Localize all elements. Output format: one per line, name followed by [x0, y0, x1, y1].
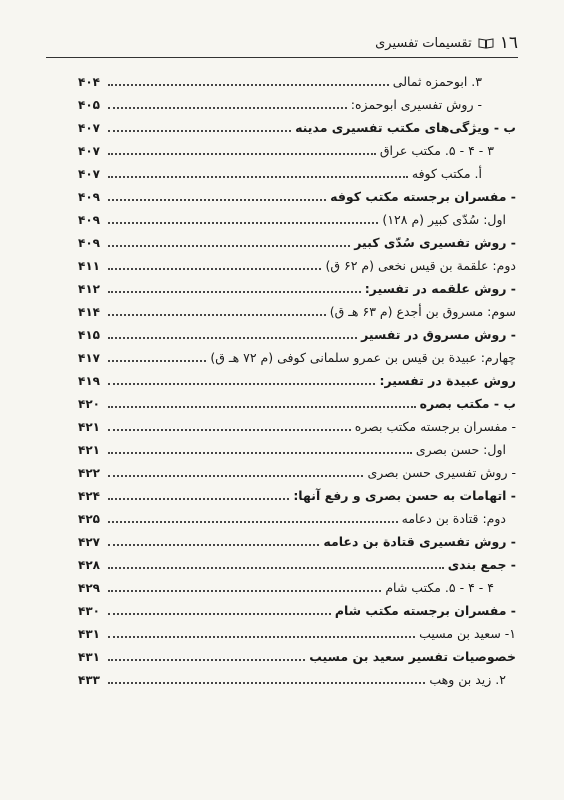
toc-entry: [78, 136, 516, 159]
toc-entry: [78, 619, 516, 642]
toc-entry: [78, 458, 516, 481]
toc-entry-page: ۴۰۷: [78, 121, 100, 135]
toc-entry-page: ۴۰۵: [78, 98, 100, 112]
leader-dots: [108, 360, 206, 362]
toc-entry: [78, 412, 516, 435]
toc-entry-page: ۴۱۹: [78, 374, 100, 388]
toc-entry: [78, 366, 516, 389]
leader-dots: [108, 659, 305, 661]
toc-entry-page: ۴۲۹: [78, 581, 100, 595]
toc-entry-title: ب - ویژگی‌های مکتب تفسیری مدینه: [295, 120, 516, 135]
toc-entry-title: ب - مکتب بصره: [419, 396, 516, 411]
leader-dots: [108, 107, 347, 109]
toc-entry: [78, 67, 516, 90]
toc-entry-title: أ. مکتب کوفه: [411, 166, 482, 181]
toc-entry-page: ۴۲۸: [78, 558, 100, 572]
toc-entry-title: ۴ - ۴ - ۵. مکتب شام: [385, 580, 494, 595]
toc-entry-title: ۳. ابوحمزه ثمالی: [392, 74, 482, 89]
toc-entry-page: ۴۰۹: [78, 236, 100, 250]
leader-dots: [108, 176, 408, 178]
leader-dots: [108, 199, 326, 201]
toc-entry-page: ۴۳۱: [78, 627, 100, 641]
toc-entry: [78, 297, 516, 320]
table-of-contents: [78, 67, 516, 688]
toc-entry: [78, 527, 516, 550]
toc-entry: [78, 113, 516, 136]
toc-entry-title: - روش علقمه در تفسیر:: [364, 281, 516, 296]
leader-dots: [108, 567, 444, 569]
toc-entry-title: - مفسران برجسته مکتب شام: [334, 603, 516, 618]
toc-entry: [78, 596, 516, 619]
toc-entry-title: دوم: قتادة بن دعامه: [401, 511, 506, 526]
leader-dots: [108, 590, 381, 592]
leader-dots: [108, 544, 319, 546]
toc-entry-title: - روش مسروق در تفسیر: [361, 327, 516, 342]
leader-dots: [108, 268, 321, 270]
book-icon: [478, 37, 494, 49]
toc-entry-page: ۴۰۹: [78, 190, 100, 204]
toc-entry: [78, 182, 516, 205]
leader-dots: [108, 383, 375, 385]
toc-entry-title: چهارم: عبیدة بن قیس بن عمرو سلمانی کوفی (م ۷۲ هـ ق): [210, 350, 516, 365]
toc-entry-page: ۴۲۱: [78, 420, 100, 434]
toc-entry-title: - روش تفسیری ابوحمزه:: [350, 97, 482, 112]
toc-entry-page: ۴۲۵: [78, 512, 100, 526]
toc-entry-title: - مفسران برجسته مکتب کوفه: [330, 189, 516, 204]
toc-entry-title: - اتهامات به حسن بصری و رفع آنها:: [293, 488, 516, 503]
toc-entry: [78, 228, 516, 251]
toc-entry-title: - مفسران برجسته مکتب بصره: [354, 419, 516, 434]
leader-dots: [108, 406, 416, 408]
toc-entry-page: ۴۳۰: [78, 604, 100, 618]
toc-entry: [78, 481, 516, 504]
leader-dots: [108, 153, 376, 155]
toc-entry-title: ۳ - ۴ - ۵. مکتب عراق: [379, 143, 494, 158]
leader-dots: [108, 636, 415, 638]
toc-entry-page: ۴۱۲: [78, 282, 100, 296]
toc-entry-title: سوم: مسروق بن أجدع (م ۶۳ هـ ق): [329, 304, 516, 319]
leader-dots: [108, 84, 389, 86]
toc-entry: [78, 550, 516, 573]
toc-entry-title: روش عبیدة در تفسیر:: [379, 373, 516, 388]
toc-entry: [78, 251, 516, 274]
toc-entry-page: ۴۰۴: [78, 75, 100, 89]
toc-entry: [78, 274, 516, 297]
leader-dots: [108, 682, 425, 684]
leader-dots: [108, 245, 350, 247]
leader-dots: [108, 613, 331, 615]
leader-dots: [108, 337, 357, 339]
toc-entry-title: خصوصیات تفسیر سعید بن مسیب: [309, 649, 516, 664]
toc-entry-page: ۴۰۷: [78, 167, 100, 181]
leader-dots: [108, 521, 398, 523]
toc-entry: [78, 642, 516, 665]
leader-dots: [108, 475, 363, 477]
toc-entry: [78, 205, 516, 228]
leader-dots: [108, 498, 289, 500]
toc-entry-title: ۱- سعید بن مسیب: [419, 626, 516, 641]
toc-entry-title: اول: سُدّی کبیر (م ۱۲۸): [382, 212, 506, 227]
toc-entry-title: اول: حسن بصری: [415, 442, 506, 457]
toc-entry-title: دوم: علقمة بن قیس نخعی (م ۶۲ ق): [325, 258, 516, 273]
toc-entry: [78, 665, 516, 688]
toc-entry-page: ۴۳۳: [78, 673, 100, 687]
toc-entry-page: ۴۲۰: [78, 397, 100, 411]
leader-dots: [108, 130, 291, 132]
toc-entry: [78, 90, 516, 113]
header-right: [375, 33, 518, 53]
toc-entry-page: ۴۲۴: [78, 489, 100, 503]
toc-entry-page: ۴۱۷: [78, 351, 100, 365]
leader-dots: [108, 429, 351, 431]
toc-entry-title: - جمع بندی: [447, 557, 516, 572]
toc-entry: [78, 435, 516, 458]
toc-entry-title: - روش تفسیری قتادة بن دعامه: [323, 534, 516, 549]
toc-entry: [78, 573, 516, 596]
leader-dots: [108, 314, 326, 316]
toc-entry-page: ۴۱۱: [78, 259, 100, 273]
toc-entry-title: - روش تفسیری سُدّی کبیر: [354, 235, 516, 250]
toc-entry-page: ۴۲۲: [78, 466, 100, 480]
toc-entry-title: - روش تفسیری حسن بصری: [367, 465, 516, 480]
page-header: [46, 28, 518, 58]
toc-entry-page: ۴۲۷: [78, 535, 100, 549]
toc-entry: [78, 504, 516, 527]
toc-entry-page: ۴۱۴: [78, 305, 100, 319]
page-number: ١٦: [499, 33, 518, 53]
toc-entry: [78, 159, 516, 182]
toc-entry-page: ۴۲۱: [78, 443, 100, 457]
toc-entry-title: ۲. زید بن وهب: [429, 672, 506, 687]
toc-entry-page: ۴۱۵: [78, 328, 100, 342]
toc-entry-page: ۴۰۹: [78, 213, 100, 227]
leader-dots: [108, 452, 412, 454]
leader-dots: [108, 222, 378, 224]
running-title: تقسیمات تفسیری: [375, 35, 472, 51]
toc-entry: [78, 343, 516, 366]
toc-entry-page: ۴۳۱: [78, 650, 100, 664]
toc-entry-page: ۴۰۷: [78, 144, 100, 158]
toc-entry: [78, 389, 516, 412]
toc-entry: [78, 320, 516, 343]
leader-dots: [108, 291, 361, 293]
